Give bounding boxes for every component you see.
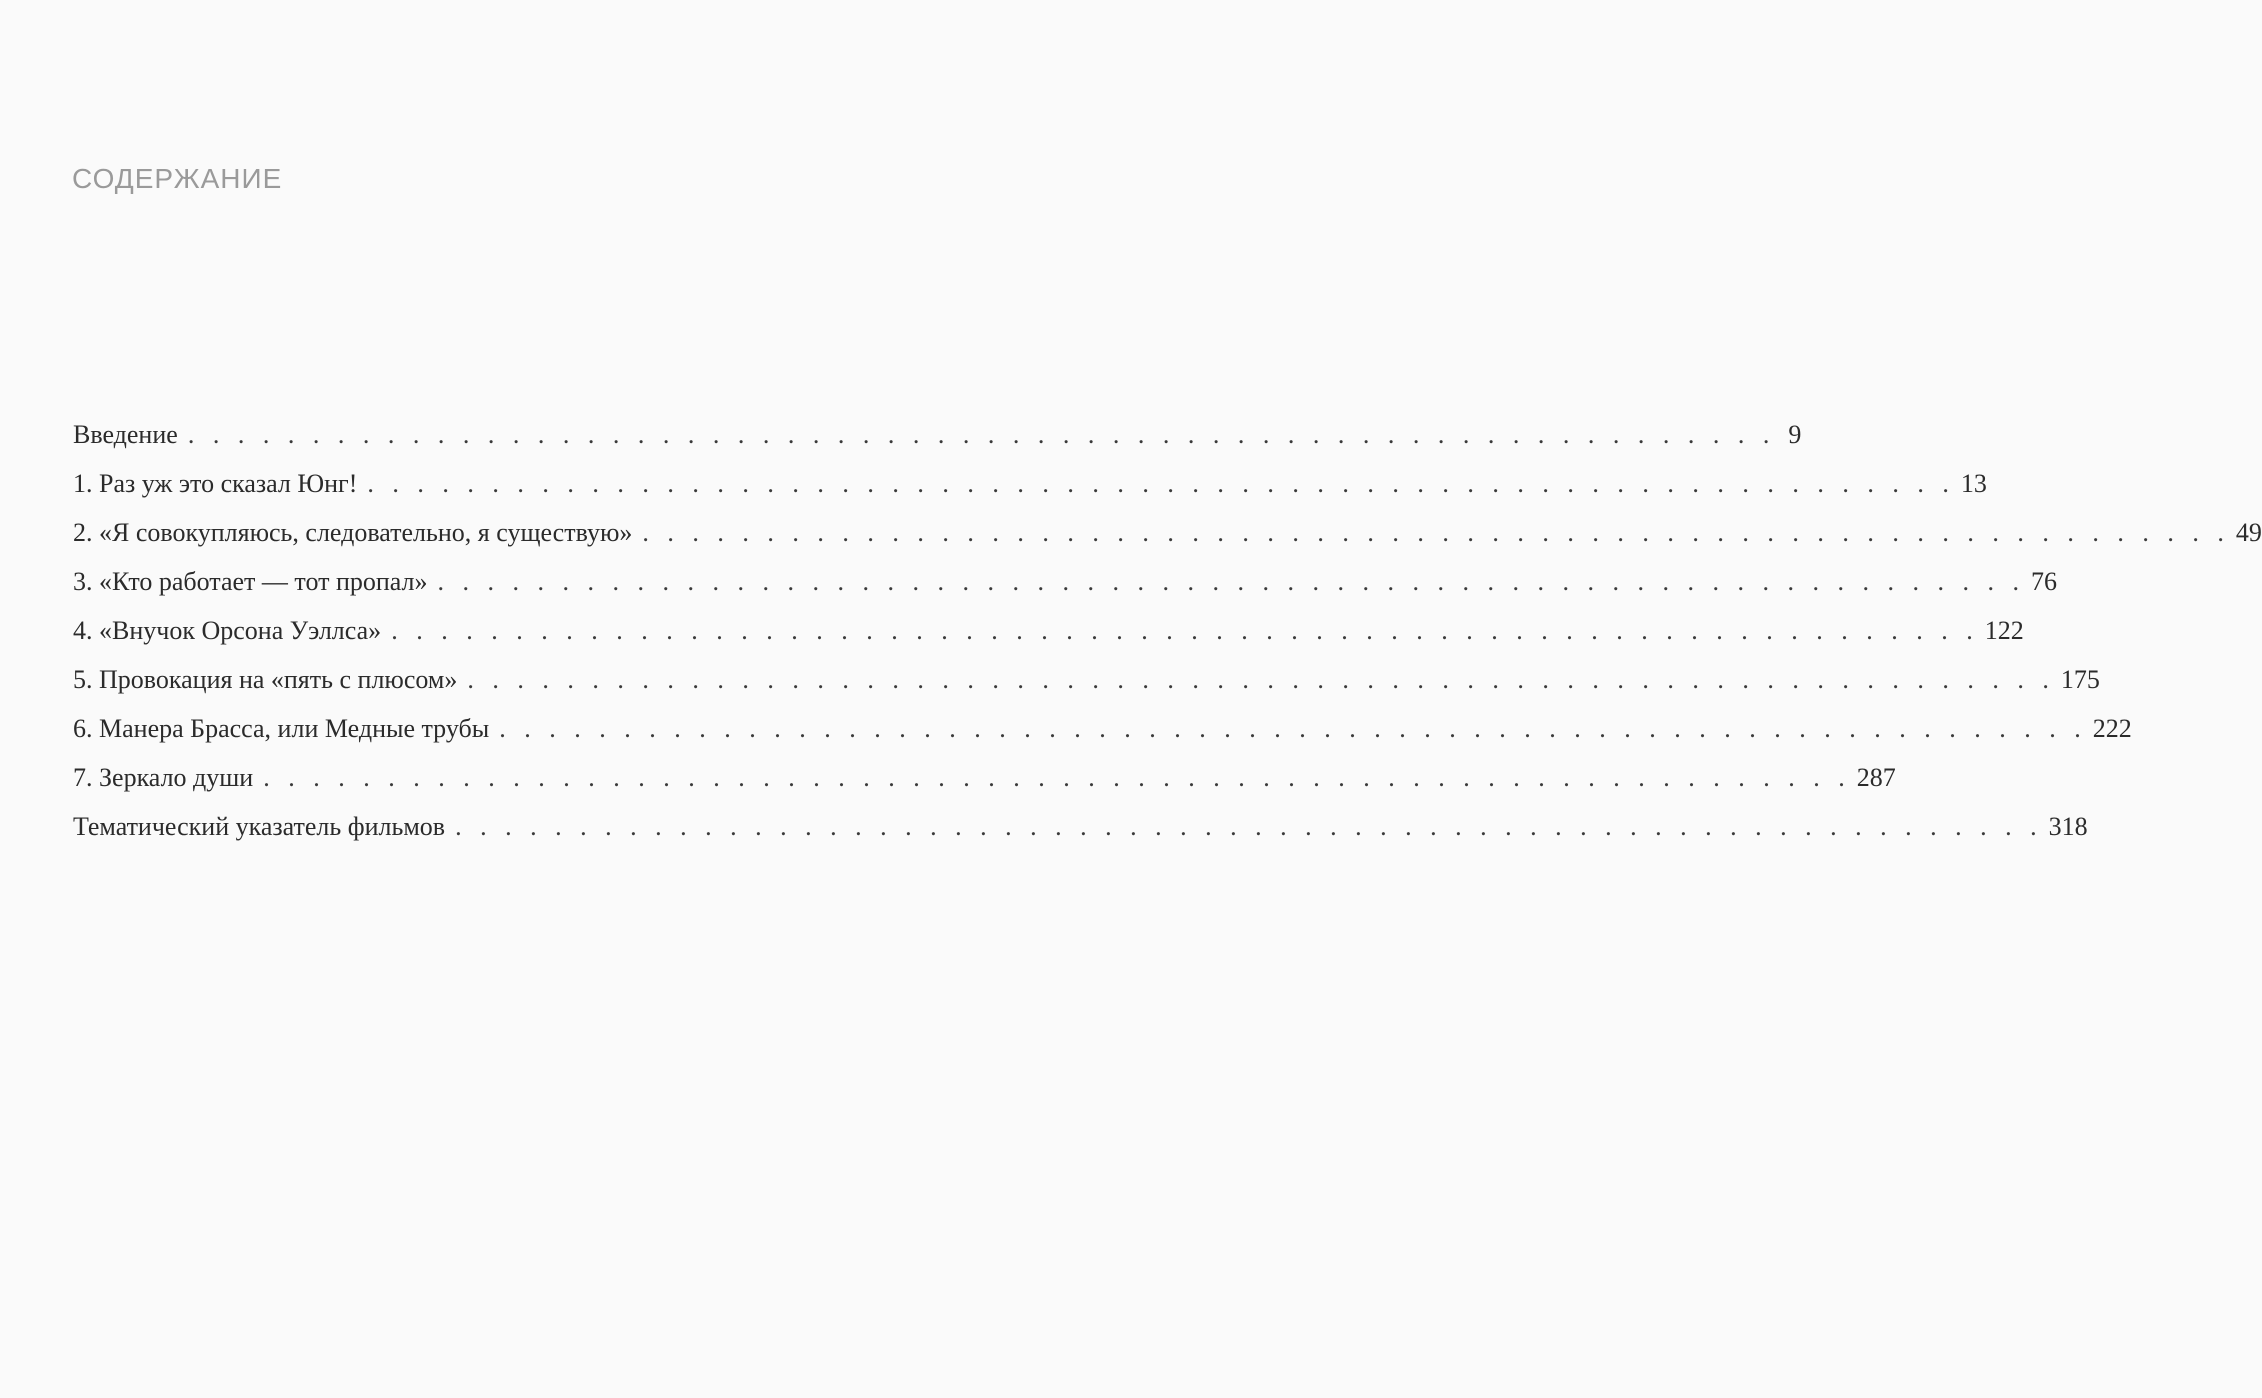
toc-entry-chapter-2 (73, 508, 2262, 557)
toc-entry-label: 5. Провокация на «пять с плюсом» (73, 665, 458, 694)
toc-entry-label: 1. Раз уж это сказал Юнг! (73, 469, 358, 498)
toc-leader-dots: . . . . . . . . . . . . . . . . . . . . . . . . . . . . . . . . . . . . . . . . . . . . . . . . . . . . . . . . . . . . . . . . (455, 812, 2043, 841)
toc-entry-chapter-1 (73, 459, 1987, 508)
toc-entry-introduction (73, 410, 1802, 459)
toc-entry-page: 76 (2031, 567, 2058, 596)
toc-leader-dots: . . . . . . . . . . . . . . . . . . . . . . . . . . . . . . . . . . . . . . . . . . . . . . . . . . . . . . . . . . . . . . . . (367, 469, 1955, 498)
toc-leader-dots: . . . . . . . . . . . . . . . . . . . . . . . . . . . . . . . . . . . . . . . . . . . . . . . . . . . . . . . . . . . . . . . . (642, 518, 2230, 547)
toc-entry-label: Тематический указатель фильмов (73, 812, 446, 841)
toc-entry-label: 6. Манера Брасса, или Медные трубы (73, 714, 490, 743)
toc-entry-chapter-4 (73, 606, 2024, 655)
toc-entry-chapter-6 (73, 704, 2132, 753)
toc-entry-page: 175 (2060, 665, 2100, 694)
toc-entry-page: 49 (2235, 518, 2262, 547)
table-of-contents (73, 410, 2262, 851)
toc-entry-page: 222 (2092, 714, 2132, 743)
toc-entry-page: 13 (1960, 469, 1987, 498)
toc-entry-chapter-7 (73, 753, 1896, 802)
toc-entry-page: 287 (1856, 763, 1896, 792)
toc-leader-dots: . . . . . . . . . . . . . . . . . . . . . . . . . . . . . . . . . . . . . . . . . . . . . . . . . . . . . . . . . . . . . . . . (391, 616, 1979, 645)
toc-leader-dots: . . . . . . . . . . . . . . . . . . . . . . . . . . . . . . . . . . . . . . . . . . . . . . . . . . . . . . . . . . . . . . . . (187, 420, 1776, 449)
toc-entry-page: 318 (2048, 812, 2088, 841)
toc-leader-dots: . . . . . . . . . . . . . . . . . . . . . . . . . . . . . . . . . . . . . . . . . . . . . . . . . . . . . . . . . . . . . . . . (499, 714, 2087, 743)
page-title: СОДЕРЖАНИЕ (72, 163, 283, 194)
toc-leader-dots: . . . . . . . . . . . . . . . . . . . . . . . . . . . . . . . . . . . . . . . . . . . . . . . . . . . . . . . . . . . . . . . . (467, 665, 2055, 694)
toc-leader-dots: . . . . . . . . . . . . . . . . . . . . . . . . . . . . . . . . . . . . . . . . . . . . . . . . . . . . . . . . . . . . . . . . (437, 567, 2026, 596)
toc-entry-page: 122 (1984, 616, 2024, 645)
toc-entry-label: 4. «Внучок Орсона Уэллса» (73, 616, 382, 645)
toc-entry-chapter-5 (73, 655, 2100, 704)
toc-entry-film-index (73, 802, 2088, 851)
toc-entry-chapter-3 (73, 557, 2058, 606)
toc-entry-page: 9 (1788, 420, 1802, 449)
toc-leader-dots: . . . . . . . . . . . . . . . . . . . . . . . . . . . . . . . . . . . . . . . . . . . . . . . . . . . . . . . . . . . . . . . . (263, 763, 1851, 792)
toc-entry-label: 3. «Кто работает — тот пропал» (73, 567, 428, 596)
toc-entry-label: 2. «Я совокупляюсь, следовательно, я существую» (73, 518, 633, 547)
toc-entry-label: 7. Зеркало души (73, 763, 254, 792)
toc-entry-label: Введение (73, 420, 178, 449)
